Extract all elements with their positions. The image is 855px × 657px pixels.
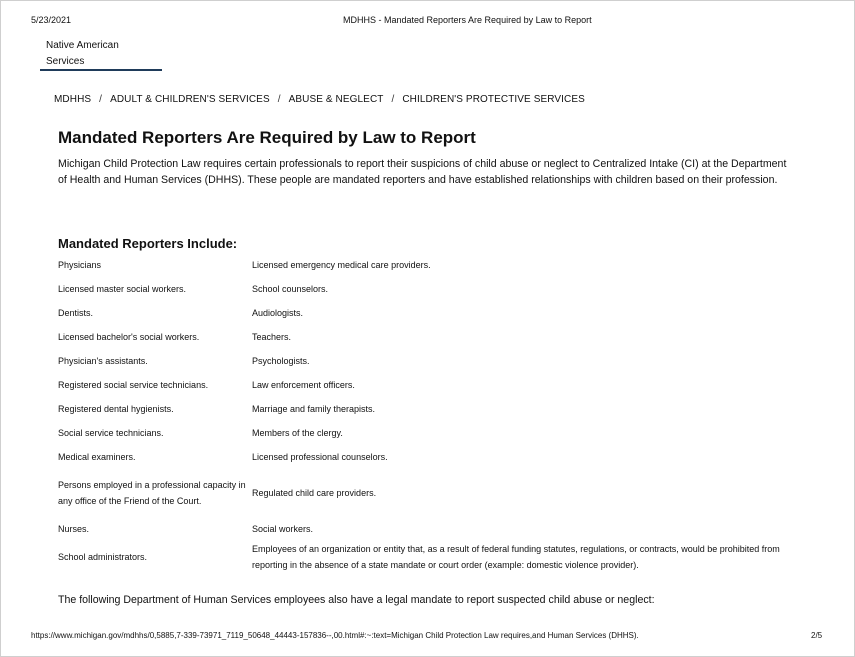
reporter-left-cell (55, 445, 249, 469)
reporter-left-cell (55, 373, 249, 397)
reporter-left-cell (55, 277, 249, 301)
reporter-left-cell (55, 397, 249, 421)
reporter-text: Law enforcement officers. (252, 380, 355, 390)
print-url: https://www.michigan.gov/mdhhs/0,5885,7-339-73971_7119_50648_44443-157836--,00.html#:~:text=Michigan Child Protection Law requires,and Human Services (DHHS). (31, 631, 639, 640)
reporter-text: Registered dental hygienists. (58, 404, 174, 414)
table-row (55, 253, 795, 277)
reporter-text: Social workers. (252, 524, 314, 534)
reporter-text: Licensed emergency medical care providers. (252, 260, 431, 270)
table-row (55, 349, 795, 373)
reporter-text: Licensed professional counselors. (252, 452, 388, 462)
table-row (55, 373, 795, 397)
table-row (55, 421, 795, 445)
print-page-title: MDHHS - Mandated Reporters Are Required by Law to Report (343, 15, 592, 25)
reporter-right-cell (249, 349, 795, 373)
table-row (55, 541, 795, 573)
breadcrumb-mdhhs[interactable]: MDHHS (54, 94, 92, 105)
reporter-text: Dentists. (58, 308, 94, 318)
reporter-text: Teachers. (252, 332, 292, 342)
page-title: Mandated Reporters Are Required by Law to Report (58, 128, 476, 147)
reporter-right-cell (249, 541, 795, 573)
reporter-text: Licensed bachelor's social workers. (58, 332, 200, 342)
reporter-text: Members of the clergy. (252, 428, 343, 438)
reporter-left-cell (55, 253, 249, 277)
reporter-right-cell (249, 373, 795, 397)
reporter-right-cell (249, 421, 795, 445)
reporter-text: Regulated child care providers. (252, 488, 377, 498)
reporter-text: School administrators. (58, 552, 148, 562)
reporter-left-cell (55, 541, 249, 573)
reporter-text: Physicians (58, 260, 102, 270)
reporter-text: Employees of an organization or entity that, as a result of federal funding statutes, regulations, or contracts, would be prohibited from reporting in the absence of a state mandate or court order (example: domestic violence provider). (252, 544, 780, 570)
reporter-left-cell (55, 349, 249, 373)
mandated-reporters-table (55, 253, 795, 573)
reporter-right-cell (249, 301, 795, 325)
followup-paragraph: The following Department of Human Services employees also have a legal mandate to report suspected child abuse or neglect: (58, 594, 655, 606)
reporter-left-cell (55, 421, 249, 445)
breadcrumb (54, 94, 585, 105)
breadcrumb-abuse-neglect[interactable]: ABUSE & NEGLECT (288, 94, 384, 105)
reporter-text: Psychologists. (252, 356, 310, 366)
reporter-left-cell (55, 517, 249, 541)
table-row (55, 277, 795, 301)
reporter-text: Registered social service technicians. (58, 380, 209, 390)
reporter-right-cell (249, 397, 795, 421)
breadcrumb-childrens-protective-services[interactable]: CHILDREN'S PROTECTIVE SERVICES (402, 94, 585, 105)
intro-paragraph: Michigan Child Protection Law requires certain professionals to report their suspicions of child abuse or neglect to Centralized Intake (CI) at the Department of Health and Human Services (DHHS). These people are mandated reporters and have established relationships with children based on their profession. (58, 158, 787, 186)
print-page-number: 2/5 (811, 631, 823, 640)
reporter-text: Audiologists. (252, 308, 304, 318)
reporter-text: School counselors. (252, 284, 329, 294)
reporter-left-cell (55, 301, 249, 325)
reporter-right-cell (249, 325, 795, 349)
table-row (55, 469, 795, 517)
table-row (55, 397, 795, 421)
reporter-right-cell (249, 277, 795, 301)
reporter-text: Nurses. (58, 524, 90, 534)
reporter-text: Licensed master social workers. (58, 284, 187, 294)
reporter-text: Medical examiners. (58, 452, 136, 462)
reporter-left-cell (55, 469, 249, 517)
reporter-text: Persons employed in a professional capacity in any office of the Friend of the Court. (58, 480, 246, 506)
breadcrumb-separator: / (391, 94, 395, 105)
breadcrumb-separator: / (277, 94, 281, 105)
nav-active-underline (40, 69, 162, 71)
nav-native-american-services[interactable]: Native American Services (46, 40, 119, 67)
reporter-text: Physician's assistants. (58, 356, 148, 366)
table-row (55, 325, 795, 349)
mandated-reporters-heading: Mandated Reporters Include: (58, 236, 238, 251)
reporter-right-cell (249, 469, 795, 517)
reporter-right-cell (249, 517, 795, 541)
reporter-text: Marriage and family therapists. (252, 404, 376, 414)
print-date: 5/23/2021 (31, 15, 72, 25)
reporter-right-cell (249, 253, 795, 277)
reporter-text: Social service technicians. (58, 428, 164, 438)
table-row (55, 517, 795, 541)
table-row (55, 445, 795, 469)
breadcrumb-adult-childrens-services[interactable]: ADULT & CHILDREN'S SERVICES (110, 94, 270, 105)
reporter-right-cell (249, 445, 795, 469)
reporter-left-cell (55, 325, 249, 349)
table-row (55, 301, 795, 325)
breadcrumb-separator: / (99, 94, 103, 105)
